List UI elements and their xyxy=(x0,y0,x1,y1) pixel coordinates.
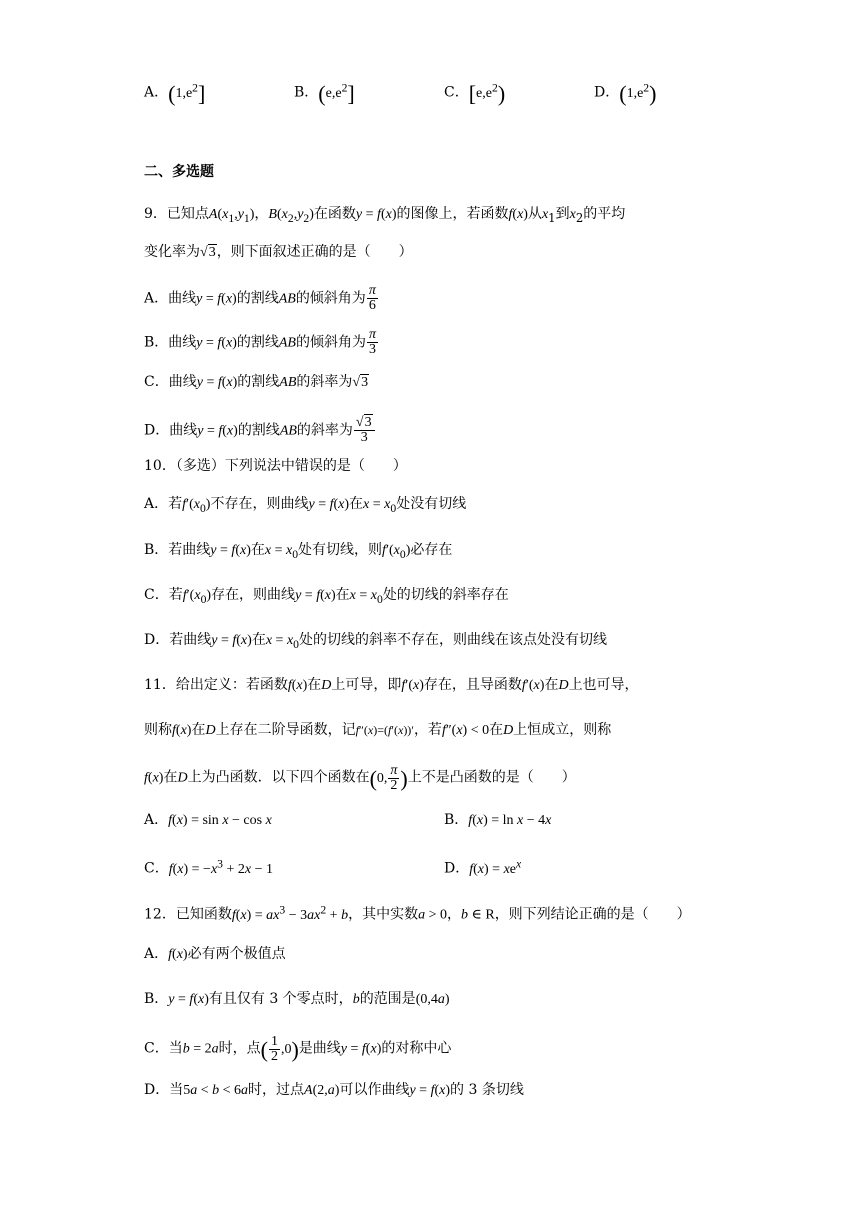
q11-stem-line3: f(x)在D上为凸函数．以下四个函数在(0, $\frac{\pi}{2}$ )上不是凸函数的是（ ） xyxy=(144,763,576,793)
q11-text: 上不是凸函数的是（ ） xyxy=(407,769,576,786)
q12-text: 可以作曲线 xyxy=(339,1082,410,1098)
q10-text: 处的切线的斜率不存在，则曲线在该点处没有切线 xyxy=(298,632,607,648)
q9-text: 9．已知点 xyxy=(144,206,209,222)
q10-text: D．若曲线 xyxy=(144,632,212,648)
q12-text: 是曲线 xyxy=(298,1040,341,1057)
q12-text: 时，点 xyxy=(218,1040,261,1057)
q9-text: D．曲线 xyxy=(144,422,198,439)
q9-text: ，则下面叙述正确的是（ ） xyxy=(216,244,413,260)
q8-option-b-math: $(e,e^2]$ xyxy=(318,80,355,106)
q8-option-b-label: B． xyxy=(294,84,319,101)
q9-option-a[interactable]: A．曲线y = f(x)的割线AB的倾斜角为 $\frac{\pi}{6}$ xyxy=(144,283,376,313)
q10-text: 存在，则曲线 xyxy=(211,587,296,603)
q11-text: 上为凸函数．以下四个函数在 xyxy=(187,769,370,786)
q12-text: ，则下列结论正确的是（ ） xyxy=(494,906,691,923)
q12-text: B． xyxy=(144,991,169,1007)
q9-text: 在函数 xyxy=(313,206,356,222)
q10-text: 在 xyxy=(335,587,350,603)
q8-option-d-label: D． xyxy=(594,84,620,101)
q9-text: 的斜率为 xyxy=(296,422,353,439)
q11-text: 上恒成立，则称 xyxy=(513,722,612,738)
q12-text: ，其中实数 xyxy=(348,906,419,923)
q10-text: 在 xyxy=(349,496,364,512)
q9-option-b[interactable]: B．曲线y = f(x)的割线AB的倾斜角为 $\frac{\pi}{3}$ xyxy=(144,327,376,357)
q11-option-c[interactable]: C．$f(x) = -x^3 + 2x - 1$ xyxy=(144,857,274,877)
q8-option-d[interactable] xyxy=(594,78,656,104)
q11-text: 在 xyxy=(489,722,504,738)
q12-text: ， xyxy=(446,906,461,923)
q9-text: 的图像上，若函数 xyxy=(396,206,509,222)
q9-text: 的割线 xyxy=(237,374,280,390)
q11-text: 在 xyxy=(307,677,322,693)
q9-text: 的割线 xyxy=(237,422,280,439)
q8-option-b[interactable] xyxy=(294,78,355,104)
q11-text: 则称 xyxy=(144,722,172,738)
q10-text: 在 xyxy=(251,632,266,648)
q10-option-d[interactable]: D．若曲线y = f(x)在$x = x_0$处的切线的斜率不存在，则曲线在该点处没有切线 xyxy=(144,632,607,651)
q12-text: D．当 xyxy=(144,1082,184,1098)
q12-option-c[interactable]: C．当b = 2a时，点( $\frac{1}{2}$ ,0)是曲线y = f(x)的对称中心 xyxy=(144,1034,452,1064)
q11-option-label: B． xyxy=(444,812,469,828)
q9-text: 的割线 xyxy=(236,334,279,351)
q11-option-label: C． xyxy=(144,860,169,877)
q11-text: 上也可导， xyxy=(568,677,639,693)
q12-option-a[interactable]: A．f(x)必有两个极值点 xyxy=(144,946,286,962)
q11-text: 在 xyxy=(544,677,559,693)
q10-option-c[interactable]: C．若$f'(x_0)$存在，则曲线y = f(x)在$x = x_0$处的切线的斜率存在 xyxy=(144,587,509,606)
q10-text: 处没有切线 xyxy=(396,496,467,512)
q11-option-label: D． xyxy=(444,860,470,877)
q11-text: 在 xyxy=(191,722,206,738)
q11-text: 上可导，即 xyxy=(331,677,402,693)
q12-text: 的对称中心 xyxy=(381,1040,452,1057)
q10-option-a[interactable]: A．若$f'(x_0)$不存在，则曲线y = f(x)在$x = x_0$处没有切线 xyxy=(144,496,467,515)
q8-option-a-math: $(1,e^2]$ xyxy=(168,80,206,106)
q11-option-label: A． xyxy=(144,812,169,828)
q8-option-c[interactable] xyxy=(444,78,505,104)
q9-text: B．曲线 xyxy=(144,334,197,351)
q12-text: 必有两个极值点 xyxy=(187,946,286,962)
q10-text: 不存在，则曲线 xyxy=(210,496,309,512)
q10-stem: 10．（多选）下列说法中错误的是（ ） xyxy=(144,458,407,474)
q9-text: 的平均 xyxy=(583,206,626,222)
q11-text: 在 xyxy=(163,769,178,786)
q10-text: B．若曲线 xyxy=(144,542,211,558)
q8-option-c-math: $[e,e^2)$ xyxy=(468,80,506,106)
q12-option-d[interactable]: D．当5a < b < 6a时，过点A(2,a)可以作曲线y = f(x)的 3 条切线 xyxy=(144,1082,524,1098)
q12-text: 的 3 条切线 xyxy=(450,1082,524,1098)
q9-text: 的倾斜角为 xyxy=(295,290,366,307)
q8-option-c-label: C． xyxy=(444,84,469,101)
q12-text: A． xyxy=(144,946,169,962)
q9-text: A．曲线 xyxy=(144,290,197,307)
q12-text: 有且仅有 3 个零点时， xyxy=(208,991,353,1007)
q12-stem: 12．已知函数$f(x) = ax^3 - 3ax^2 + b$，其中实数a > 0，b ∈ R，则下列结论正确的是（ ） xyxy=(144,903,691,923)
q12-option-b[interactable]: B．y = f(x)有且仅有 3 个零点时，b的范围是(0,4a) xyxy=(144,991,450,1007)
q10-text: 处有切线，则 xyxy=(298,542,383,558)
q9-text: 的割线 xyxy=(236,290,279,307)
q10-text: 处的切线的斜率存在 xyxy=(382,587,509,603)
q9-option-c[interactable]: C．曲线y = f(x)的割线AB的斜率为√3 xyxy=(144,374,369,390)
q11-text: 存在，且导函数 xyxy=(423,677,522,693)
q9-option-d[interactable]: D．曲线y = f(x)的割线AB的斜率为 $\frac{√3}{3}$ xyxy=(144,416,376,445)
q9-text: 从 xyxy=(527,206,542,222)
q10-option-b[interactable]: B．若曲线y = f(x)在$x = x_0$处有切线，则$f'(x_0)$必存在 xyxy=(144,542,453,561)
q12-text: 的范围是 xyxy=(359,991,416,1007)
q10-text: 在 xyxy=(250,542,265,558)
q8-option-d-math: $(1,e^2)$ xyxy=(619,80,657,106)
q10-text: 必存在 xyxy=(410,542,453,558)
q12-text: 12．已知函数 xyxy=(144,906,232,923)
q10-text: A．若 xyxy=(144,496,183,512)
q9-stem-line2: 变化率为√3，则下面叙述正确的是（ ） xyxy=(144,244,413,260)
q11-stem-line2: 则称f(x)在D上存在二阶导函数，记f″(x)=(f′(x))′，若f″(x) < 0在D上恒成立，则称 xyxy=(144,722,612,738)
q9-text: 到 xyxy=(555,206,570,222)
section-title: 二、多选题 xyxy=(144,164,214,180)
q11-text: ，若 xyxy=(413,722,442,738)
q11-stem-line1: 11．给出定义：若函数f(x)在D上可导，即f′(x)存在，且导函数f′(x)在D上也可导， xyxy=(144,677,639,693)
q9-text: 的倾斜角为 xyxy=(295,334,366,351)
q9-stem-line1: 9．已知点$A(x_1,y_1)$，$B(x_2,y_2)$在函数y = f(x)的图像上，若函数f(x)从$x_1$到$x_2$的平均 xyxy=(144,206,626,225)
q12-text: 时，过点 xyxy=(248,1082,305,1098)
q9-text: C．曲线 xyxy=(144,374,197,390)
q11-text: 11．给出定义：若函数 xyxy=(144,677,288,693)
q12-text: C．当 xyxy=(144,1040,183,1057)
q9-text: 变化率为 xyxy=(144,244,200,260)
q10-text: C．若 xyxy=(144,587,183,603)
q8-option-a-label: A． xyxy=(144,84,169,101)
q11-option-a[interactable]: A．f(x) = sin x − cos x xyxy=(144,812,272,828)
q11-text: 上存在二阶导函数，记 xyxy=(215,722,356,738)
q11-option-d[interactable]: D．$f(x) = xe^x$ xyxy=(444,857,522,877)
q11-option-b[interactable]: B．f(x) = ln x − 4x xyxy=(444,812,552,828)
q8-option-a[interactable] xyxy=(144,78,205,104)
q9-text: 的斜率为 xyxy=(296,374,353,390)
q9-text: ， xyxy=(254,206,269,222)
